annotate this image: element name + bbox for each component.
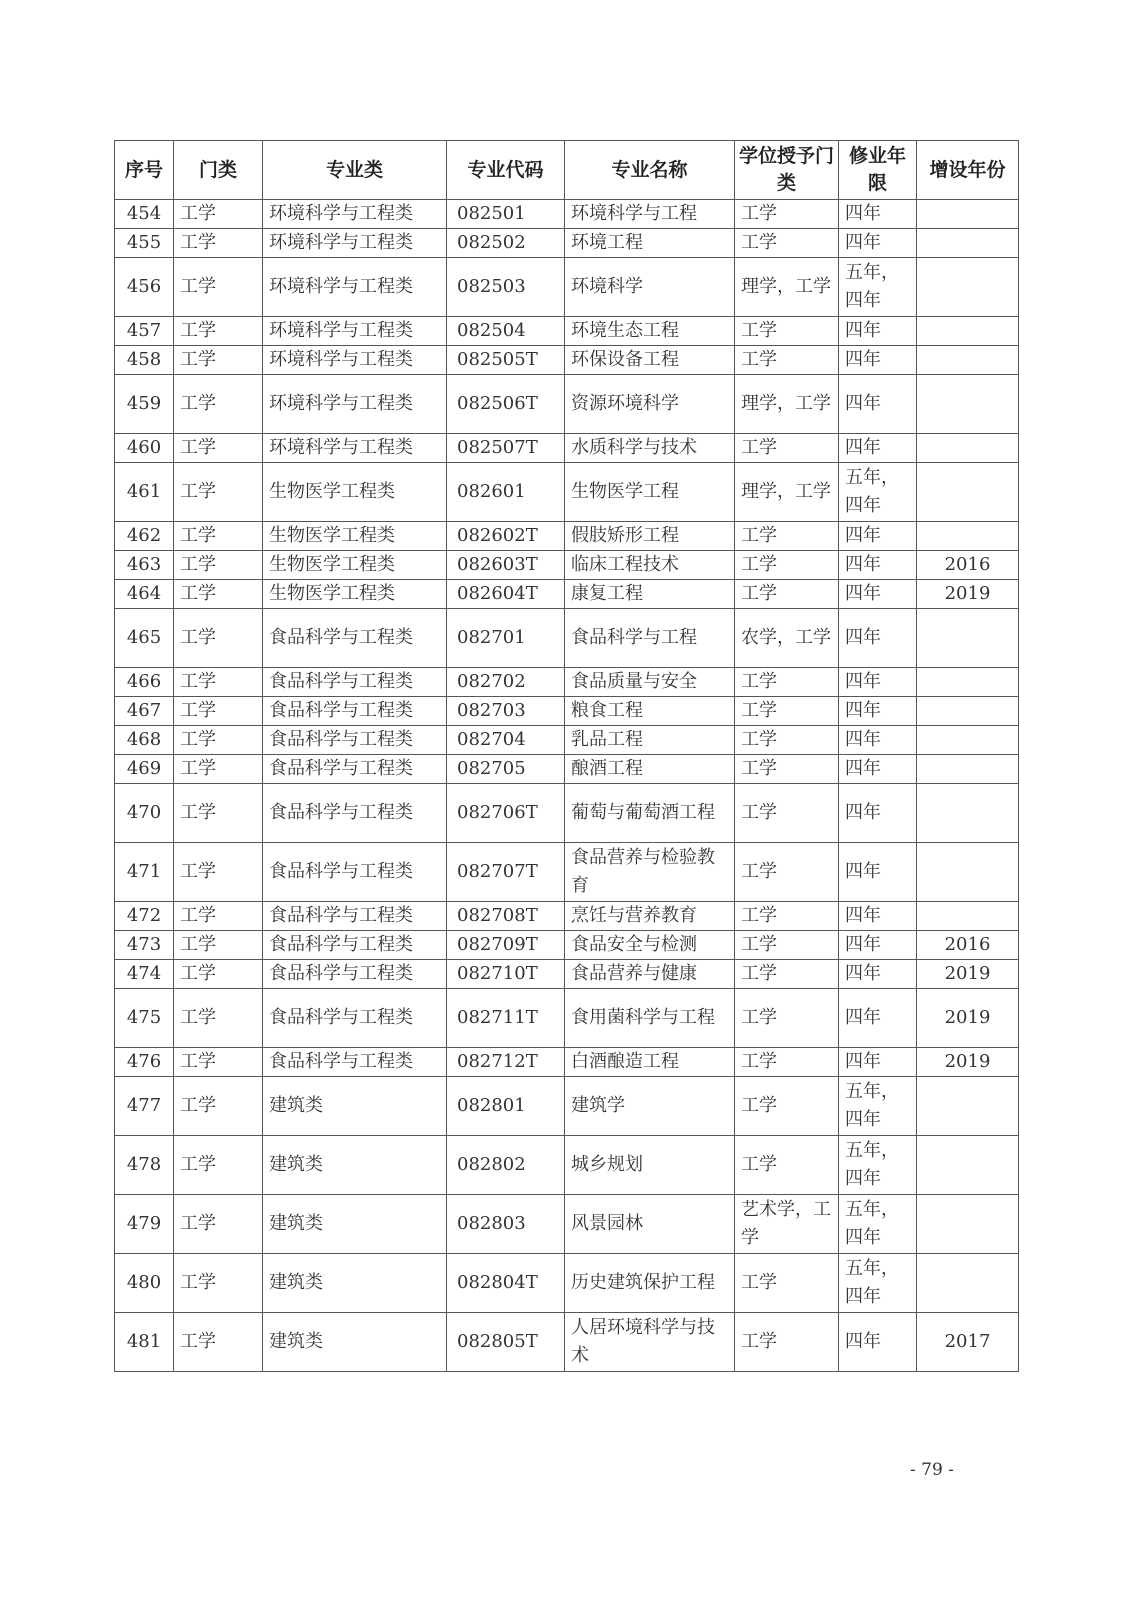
table-row [115, 609, 1019, 668]
cell-major-class: 建筑类 [263, 1077, 447, 1136]
cell-major-code: 082710T [447, 960, 565, 989]
cell-serial: 467 [115, 697, 174, 726]
cell-study-years: 四年 [839, 902, 917, 931]
cell-category: 工学 [174, 668, 263, 697]
cell-degree-category: 理学，工学 [735, 258, 839, 317]
cell-category: 工学 [174, 1195, 263, 1254]
table-row [115, 1048, 1019, 1077]
cell-major-name: 食品营养与检验教育 [565, 843, 735, 902]
cell-major-name: 临床工程技术 [565, 551, 735, 580]
table-row [115, 697, 1019, 726]
cell-added-year [917, 784, 1019, 843]
cell-degree-category: 工学 [735, 1077, 839, 1136]
header-major-code: 专业代码 [447, 141, 565, 200]
cell-category: 工学 [174, 346, 263, 375]
cell-serial: 473 [115, 931, 174, 960]
cell-serial: 472 [115, 902, 174, 931]
cell-serial: 454 [115, 200, 174, 229]
cell-study-years: 五年，四年 [839, 1254, 917, 1313]
table-row [115, 580, 1019, 609]
cell-major-code: 082502 [447, 229, 565, 258]
cell-added-year [917, 375, 1019, 434]
cell-category: 工学 [174, 755, 263, 784]
table-body [115, 200, 1019, 1372]
cell-major-name: 食用菌科学与工程 [565, 989, 735, 1048]
cell-added-year [917, 668, 1019, 697]
cell-major-name: 酿酒工程 [565, 755, 735, 784]
cell-major-name: 食品科学与工程 [565, 609, 735, 668]
cell-degree-category: 工学 [735, 755, 839, 784]
cell-study-years: 四年 [839, 1313, 917, 1372]
cell-study-years: 四年 [839, 317, 917, 346]
cell-major-class: 环境科学与工程类 [263, 346, 447, 375]
cell-added-year [917, 522, 1019, 551]
cell-category: 工学 [174, 229, 263, 258]
cell-degree-category: 工学 [735, 902, 839, 931]
cell-major-name: 资源环境科学 [565, 375, 735, 434]
cell-major-name: 环境生态工程 [565, 317, 735, 346]
cell-degree-category: 工学 [735, 843, 839, 902]
table-header-row [115, 141, 1019, 200]
table-row [115, 522, 1019, 551]
cell-added-year [917, 697, 1019, 726]
cell-category: 工学 [174, 1136, 263, 1195]
table-row [115, 1195, 1019, 1254]
table-row [115, 902, 1019, 931]
cell-major-class: 环境科学与工程类 [263, 200, 447, 229]
cell-category: 工学 [174, 843, 263, 902]
cell-major-name: 历史建筑保护工程 [565, 1254, 735, 1313]
cell-added-year: 2016 [917, 551, 1019, 580]
cell-serial: 461 [115, 463, 174, 522]
page-number: - 79 - [910, 1460, 954, 1480]
header-major-class: 专业类 [263, 141, 447, 200]
cell-degree-category: 农学，工学 [735, 609, 839, 668]
cell-serial: 476 [115, 1048, 174, 1077]
cell-major-code: 082711T [447, 989, 565, 1048]
cell-major-name: 食品营养与健康 [565, 960, 735, 989]
table-row [115, 229, 1019, 258]
cell-category: 工学 [174, 551, 263, 580]
cell-serial: 481 [115, 1313, 174, 1372]
cell-added-year [917, 346, 1019, 375]
cell-major-class: 生物医学工程类 [263, 551, 447, 580]
cell-major-name: 水质科学与技术 [565, 434, 735, 463]
cell-degree-category: 艺术学，工学 [735, 1195, 839, 1254]
cell-major-name: 环境科学 [565, 258, 735, 317]
cell-category: 工学 [174, 522, 263, 551]
cell-degree-category: 工学 [735, 229, 839, 258]
cell-major-class: 食品科学与工程类 [263, 843, 447, 902]
cell-serial: 469 [115, 755, 174, 784]
cell-major-class: 环境科学与工程类 [263, 229, 447, 258]
cell-study-years: 四年 [839, 989, 917, 1048]
header-degree-category: 学位授予门类 [735, 141, 839, 200]
cell-major-code: 082703 [447, 697, 565, 726]
cell-major-name: 乳品工程 [565, 726, 735, 755]
cell-degree-category: 工学 [735, 697, 839, 726]
cell-study-years: 四年 [839, 697, 917, 726]
cell-category: 工学 [174, 960, 263, 989]
cell-added-year [917, 609, 1019, 668]
cell-category: 工学 [174, 200, 263, 229]
cell-degree-category: 工学 [735, 317, 839, 346]
table-row [115, 989, 1019, 1048]
cell-major-class: 食品科学与工程类 [263, 755, 447, 784]
cell-major-name: 人居环境科学与技术 [565, 1313, 735, 1372]
cell-major-code: 082505T [447, 346, 565, 375]
cell-added-year [917, 434, 1019, 463]
cell-major-code: 082503 [447, 258, 565, 317]
cell-major-name: 建筑学 [565, 1077, 735, 1136]
cell-degree-category: 工学 [735, 580, 839, 609]
cell-major-name: 城乡规划 [565, 1136, 735, 1195]
cell-major-code: 082803 [447, 1195, 565, 1254]
cell-category: 工学 [174, 434, 263, 463]
cell-major-code: 082708T [447, 902, 565, 931]
cell-degree-category: 工学 [735, 200, 839, 229]
cell-study-years: 四年 [839, 551, 917, 580]
cell-category: 工学 [174, 726, 263, 755]
cell-major-code: 082603T [447, 551, 565, 580]
cell-degree-category: 工学 [735, 931, 839, 960]
cell-added-year [917, 843, 1019, 902]
cell-study-years: 四年 [839, 1048, 917, 1077]
cell-major-class: 建筑类 [263, 1254, 447, 1313]
cell-degree-category: 工学 [735, 989, 839, 1048]
cell-degree-category: 工学 [735, 960, 839, 989]
cell-study-years: 四年 [839, 931, 917, 960]
cell-serial: 457 [115, 317, 174, 346]
cell-major-class: 食品科学与工程类 [263, 609, 447, 668]
cell-major-code: 082706T [447, 784, 565, 843]
cell-degree-category: 工学 [735, 1254, 839, 1313]
cell-serial: 463 [115, 551, 174, 580]
cell-major-class: 环境科学与工程类 [263, 317, 447, 346]
header-added-year: 增设年份 [917, 141, 1019, 200]
cell-added-year [917, 258, 1019, 317]
cell-serial: 474 [115, 960, 174, 989]
cell-serial: 477 [115, 1077, 174, 1136]
cell-added-year: 2019 [917, 1048, 1019, 1077]
cell-category: 工学 [174, 1048, 263, 1077]
cell-degree-category: 工学 [735, 434, 839, 463]
cell-major-class: 食品科学与工程类 [263, 726, 447, 755]
header-major-name: 专业名称 [565, 141, 735, 200]
cell-degree-category: 工学 [735, 1313, 839, 1372]
cell-added-year [917, 463, 1019, 522]
cell-study-years: 五年，四年 [839, 1195, 917, 1254]
cell-serial: 460 [115, 434, 174, 463]
cell-category: 工学 [174, 989, 263, 1048]
cell-major-name: 环境工程 [565, 229, 735, 258]
cell-major-code: 082709T [447, 931, 565, 960]
cell-added-year: 2017 [917, 1313, 1019, 1372]
cell-serial: 464 [115, 580, 174, 609]
cell-serial: 466 [115, 668, 174, 697]
cell-degree-category: 工学 [735, 668, 839, 697]
cell-study-years: 四年 [839, 580, 917, 609]
cell-major-class: 环境科学与工程类 [263, 258, 447, 317]
cell-study-years: 四年 [839, 843, 917, 902]
cell-degree-category: 理学，工学 [735, 375, 839, 434]
cell-category: 工学 [174, 697, 263, 726]
table-row [115, 1136, 1019, 1195]
cell-serial: 478 [115, 1136, 174, 1195]
cell-major-class: 食品科学与工程类 [263, 784, 447, 843]
cell-added-year [917, 755, 1019, 784]
cell-serial: 470 [115, 784, 174, 843]
cell-category: 工学 [174, 463, 263, 522]
cell-study-years: 四年 [839, 784, 917, 843]
cell-serial: 475 [115, 989, 174, 1048]
cell-category: 工学 [174, 258, 263, 317]
cell-major-code: 082501 [447, 200, 565, 229]
table-row [115, 931, 1019, 960]
cell-serial: 471 [115, 843, 174, 902]
cell-category: 工学 [174, 317, 263, 346]
table-row [115, 317, 1019, 346]
table-row [115, 463, 1019, 522]
cell-major-class: 食品科学与工程类 [263, 931, 447, 960]
table-row [115, 1254, 1019, 1313]
cell-study-years: 四年 [839, 726, 917, 755]
cell-study-years: 四年 [839, 609, 917, 668]
cell-major-name: 粮食工程 [565, 697, 735, 726]
cell-major-class: 建筑类 [263, 1313, 447, 1372]
cell-major-class: 食品科学与工程类 [263, 902, 447, 931]
cell-added-year [917, 1254, 1019, 1313]
cell-major-name: 白酒酿造工程 [565, 1048, 735, 1077]
cell-major-name: 葡萄与葡萄酒工程 [565, 784, 735, 843]
cell-added-year [917, 1077, 1019, 1136]
cell-serial: 480 [115, 1254, 174, 1313]
table-row [115, 960, 1019, 989]
cell-major-code: 082506T [447, 375, 565, 434]
cell-serial: 458 [115, 346, 174, 375]
cell-study-years: 四年 [839, 434, 917, 463]
table-row [115, 1077, 1019, 1136]
cell-major-class: 生物医学工程类 [263, 522, 447, 551]
table-row [115, 551, 1019, 580]
table-row [115, 258, 1019, 317]
cell-category: 工学 [174, 375, 263, 434]
cell-major-code: 082604T [447, 580, 565, 609]
cell-major-code: 082504 [447, 317, 565, 346]
cell-major-class: 食品科学与工程类 [263, 960, 447, 989]
cell-study-years: 五年，四年 [839, 258, 917, 317]
cell-serial: 462 [115, 522, 174, 551]
cell-study-years: 四年 [839, 755, 917, 784]
cell-added-year [917, 1195, 1019, 1254]
cell-degree-category: 工学 [735, 551, 839, 580]
cell-serial: 468 [115, 726, 174, 755]
cell-major-class: 生物医学工程类 [263, 463, 447, 522]
cell-major-class: 食品科学与工程类 [263, 668, 447, 697]
cell-serial: 479 [115, 1195, 174, 1254]
cell-study-years: 五年，四年 [839, 1077, 917, 1136]
cell-category: 工学 [174, 902, 263, 931]
cell-category: 工学 [174, 931, 263, 960]
cell-category: 工学 [174, 1254, 263, 1313]
cell-degree-category: 工学 [735, 1048, 839, 1077]
cell-major-code: 082801 [447, 1077, 565, 1136]
header-serial: 序号 [115, 141, 174, 200]
cell-added-year: 2019 [917, 960, 1019, 989]
cell-major-code: 082601 [447, 463, 565, 522]
cell-major-code: 082602T [447, 522, 565, 551]
table-row [115, 843, 1019, 902]
cell-added-year: 2019 [917, 989, 1019, 1048]
table-row [115, 346, 1019, 375]
cell-major-code: 082702 [447, 668, 565, 697]
cell-study-years: 四年 [839, 200, 917, 229]
cell-major-class: 生物医学工程类 [263, 580, 447, 609]
cell-major-name: 烹饪与营养教育 [565, 902, 735, 931]
table-row [115, 726, 1019, 755]
cell-major-class: 建筑类 [263, 1136, 447, 1195]
cell-study-years: 四年 [839, 375, 917, 434]
table-row [115, 200, 1019, 229]
cell-serial: 465 [115, 609, 174, 668]
cell-major-name: 康复工程 [565, 580, 735, 609]
cell-study-years: 四年 [839, 668, 917, 697]
cell-major-class: 食品科学与工程类 [263, 989, 447, 1048]
cell-category: 工学 [174, 1077, 263, 1136]
cell-major-class: 环境科学与工程类 [263, 434, 447, 463]
cell-serial: 459 [115, 375, 174, 434]
cell-major-class: 环境科学与工程类 [263, 375, 447, 434]
cell-degree-category: 理学，工学 [735, 463, 839, 522]
cell-added-year [917, 1136, 1019, 1195]
majors-table [114, 140, 1019, 1372]
table-row [115, 755, 1019, 784]
cell-study-years: 四年 [839, 346, 917, 375]
cell-degree-category: 工学 [735, 522, 839, 551]
cell-major-code: 082805T [447, 1313, 565, 1372]
cell-added-year [917, 317, 1019, 346]
cell-added-year [917, 726, 1019, 755]
cell-major-name: 环保设备工程 [565, 346, 735, 375]
cell-added-year [917, 229, 1019, 258]
cell-major-name: 假肢矫形工程 [565, 522, 735, 551]
cell-major-name: 食品质量与安全 [565, 668, 735, 697]
cell-added-year [917, 902, 1019, 931]
cell-major-name: 生物医学工程 [565, 463, 735, 522]
cell-degree-category: 工学 [735, 784, 839, 843]
table-row [115, 668, 1019, 697]
cell-category: 工学 [174, 609, 263, 668]
cell-category: 工学 [174, 580, 263, 609]
cell-category: 工学 [174, 784, 263, 843]
cell-major-code: 082802 [447, 1136, 565, 1195]
cell-major-code: 082704 [447, 726, 565, 755]
cell-added-year: 2016 [917, 931, 1019, 960]
cell-degree-category: 工学 [735, 1136, 839, 1195]
cell-serial: 455 [115, 229, 174, 258]
cell-study-years: 五年，四年 [839, 463, 917, 522]
cell-added-year: 2019 [917, 580, 1019, 609]
cell-major-class: 建筑类 [263, 1195, 447, 1254]
cell-major-code: 082804T [447, 1254, 565, 1313]
table-row [115, 784, 1019, 843]
cell-major-code: 082712T [447, 1048, 565, 1077]
cell-study-years: 四年 [839, 229, 917, 258]
cell-major-code: 082705 [447, 755, 565, 784]
cell-serial: 456 [115, 258, 174, 317]
cell-degree-category: 工学 [735, 346, 839, 375]
cell-degree-category: 工学 [735, 726, 839, 755]
cell-study-years: 五年，四年 [839, 1136, 917, 1195]
cell-study-years: 四年 [839, 522, 917, 551]
table-row [115, 1313, 1019, 1372]
cell-major-name: 环境科学与工程 [565, 200, 735, 229]
cell-added-year [917, 200, 1019, 229]
cell-study-years: 四年 [839, 960, 917, 989]
cell-major-name: 风景园林 [565, 1195, 735, 1254]
table-row [115, 434, 1019, 463]
cell-category: 工学 [174, 1313, 263, 1372]
cell-major-code: 082707T [447, 843, 565, 902]
table-row [115, 375, 1019, 434]
header-study-years: 修业年限 [839, 141, 917, 200]
cell-major-class: 食品科学与工程类 [263, 697, 447, 726]
cell-major-class: 食品科学与工程类 [263, 1048, 447, 1077]
header-category: 门类 [174, 141, 263, 200]
cell-major-code: 082507T [447, 434, 565, 463]
cell-major-code: 082701 [447, 609, 565, 668]
cell-major-name: 食品安全与检测 [565, 931, 735, 960]
